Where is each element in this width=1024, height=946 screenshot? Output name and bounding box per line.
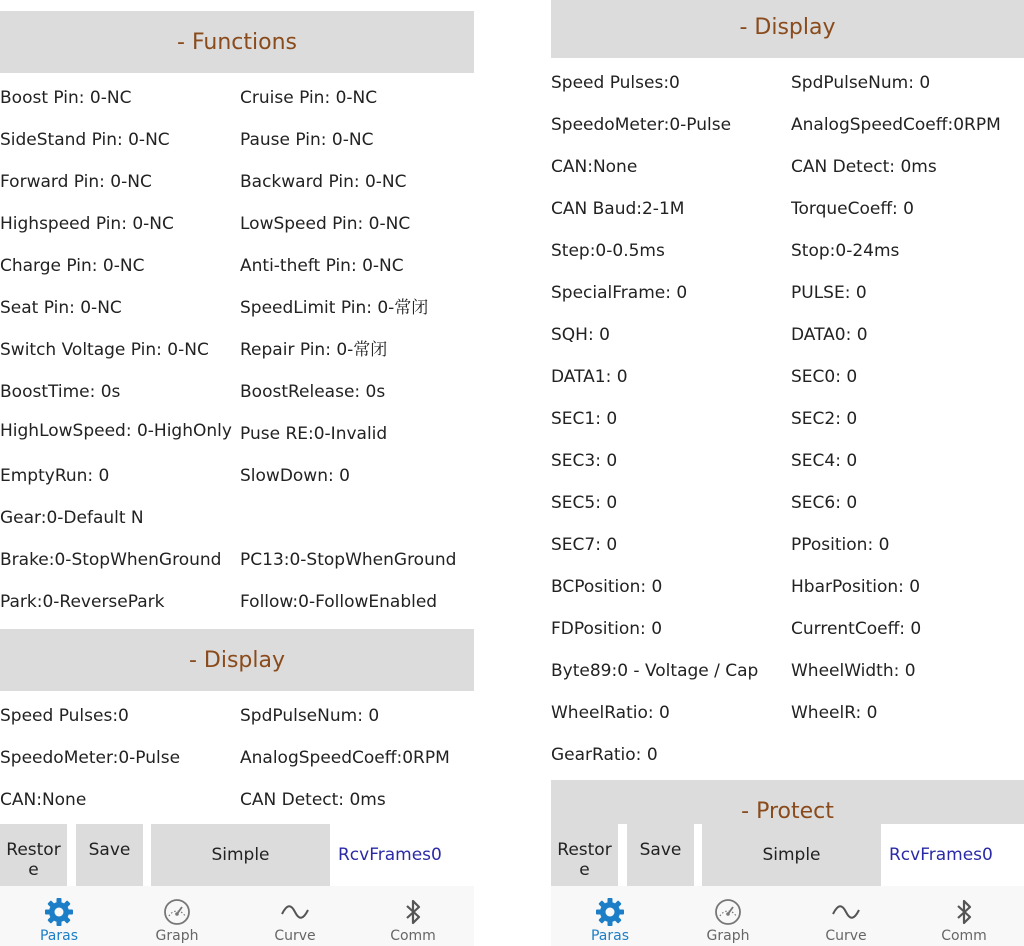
param-field bbox=[240, 497, 473, 539]
param-row bbox=[551, 356, 1024, 398]
bluetooth-icon bbox=[948, 896, 980, 928]
param-field[interactable]: Anti-theft Pin: 0-NC bbox=[240, 256, 404, 276]
param-field[interactable]: SpeedLimit Pin: 0-常闭 bbox=[240, 298, 429, 318]
rcv-frames-counter: RcvFrames0 bbox=[889, 845, 993, 865]
param-row bbox=[0, 371, 474, 413]
action-toolbar bbox=[551, 824, 1024, 886]
param-field[interactable]: DATA1: 0 bbox=[551, 367, 628, 387]
param-field[interactable]: TorqueCoeff: 0 bbox=[791, 199, 915, 219]
restore-button[interactable] bbox=[551, 824, 618, 886]
param-field[interactable]: SQH: 0 bbox=[551, 325, 610, 345]
display-section-header[interactable] bbox=[0, 629, 474, 691]
save-button-label: Save bbox=[88, 840, 131, 860]
param-field[interactable]: Pause Pin: 0-NC bbox=[240, 130, 374, 150]
tab-comm-label: Comm bbox=[941, 928, 987, 944]
simple-button-label: Simple bbox=[211, 845, 270, 865]
param-row bbox=[551, 440, 1024, 482]
param-field[interactable]: BoostTime: 0s bbox=[0, 382, 121, 402]
param-field[interactable]: EmptyRun: 0 bbox=[0, 466, 110, 486]
functions-section-header[interactable] bbox=[0, 11, 474, 73]
save-button[interactable] bbox=[627, 824, 694, 886]
save-button-label: Save bbox=[639, 840, 682, 860]
param-field[interactable]: AnalogSpeedCoeff:0RPM bbox=[240, 748, 450, 768]
param-row bbox=[551, 272, 1024, 314]
param-row bbox=[0, 329, 474, 371]
param-field[interactable]: CurrentCoeff: 0 bbox=[791, 619, 922, 639]
tab-paras[interactable] bbox=[551, 886, 669, 946]
rcv-frames-counter: RcvFrames0 bbox=[338, 845, 442, 865]
param-field[interactable]: Stop:0-24ms bbox=[791, 241, 900, 261]
param-field[interactable]: SEC0: 0 bbox=[791, 367, 858, 387]
param-field[interactable]: SpdPulseNum: 0 bbox=[791, 73, 931, 93]
tab-comm[interactable] bbox=[905, 886, 1023, 946]
param-field[interactable]: SEC6: 0 bbox=[791, 493, 858, 513]
param-row bbox=[551, 482, 1024, 524]
param-field[interactable]: SpdPulseNum: 0 bbox=[240, 706, 380, 726]
param-field[interactable]: SpeedoMeter:0-Pulse bbox=[551, 115, 732, 135]
param-row bbox=[551, 734, 1024, 776]
save-button[interactable] bbox=[76, 824, 143, 886]
param-field[interactable]: SEC1: 0 bbox=[551, 409, 618, 429]
param-field[interactable]: Brake:0-StopWhenGround bbox=[0, 550, 222, 570]
tab-comm-label: Comm bbox=[390, 928, 436, 944]
bottom-tab-bar bbox=[551, 886, 1024, 946]
param-row bbox=[551, 188, 1024, 230]
param-field[interactable]: Repair Pin: 0-常闭 bbox=[240, 340, 388, 360]
param-row bbox=[0, 119, 474, 161]
left-phone-screen bbox=[0, 0, 474, 946]
param-field[interactable]: Forward Pin: 0-NC bbox=[0, 172, 152, 192]
simple-button[interactable] bbox=[151, 824, 330, 886]
param-field[interactable]: BoostRelease: 0s bbox=[240, 382, 386, 402]
simple-button[interactable] bbox=[702, 824, 881, 886]
gear-icon bbox=[594, 896, 626, 928]
gauge-icon bbox=[161, 896, 193, 928]
param-field[interactable]: HighLowSpeed: 0-HighOnly bbox=[0, 421, 232, 441]
restore-button-label: Restore bbox=[557, 840, 612, 880]
param-field[interactable]: CAN Detect: 0ms bbox=[791, 157, 937, 177]
param-row bbox=[0, 77, 474, 119]
param-row bbox=[0, 737, 474, 779]
param-field[interactable]: Step:0-0.5ms bbox=[551, 241, 665, 261]
param-field[interactable]: BCPosition: 0 bbox=[551, 577, 663, 597]
param-field[interactable]: PULSE: 0 bbox=[791, 283, 867, 303]
tab-graph[interactable] bbox=[669, 886, 787, 946]
restore-button[interactable] bbox=[0, 824, 67, 886]
restore-button-label: Restore bbox=[6, 840, 61, 880]
param-field[interactable]: Seat Pin: 0-NC bbox=[0, 298, 122, 318]
param-row bbox=[0, 287, 474, 329]
param-field[interactable]: Boost Pin: 0-NC bbox=[0, 88, 132, 108]
param-row bbox=[0, 161, 474, 203]
tab-graph-label: Graph bbox=[706, 928, 750, 944]
param-field[interactable]: GearRatio: 0 bbox=[551, 745, 658, 765]
param-row bbox=[551, 566, 1024, 608]
param-field[interactable]: Switch Voltage Pin: 0-NC bbox=[0, 340, 209, 360]
param-field[interactable]: Puse RE:0-Invalid bbox=[240, 424, 388, 444]
param-field[interactable]: Byte89:0 - Voltage / Cap bbox=[551, 661, 759, 681]
param-row bbox=[0, 455, 474, 497]
param-field[interactable]: WheelR: 0 bbox=[791, 703, 878, 723]
wave-icon bbox=[830, 896, 862, 928]
param-row bbox=[551, 146, 1024, 188]
tab-paras-label: Paras bbox=[590, 928, 630, 944]
tab-curve[interactable] bbox=[236, 886, 354, 946]
param-field[interactable]: Cruise Pin: 0-NC bbox=[240, 88, 378, 108]
wave-icon bbox=[279, 896, 311, 928]
param-row bbox=[551, 650, 1024, 692]
param-row bbox=[551, 314, 1024, 356]
param-row bbox=[551, 692, 1024, 734]
tab-curve[interactable] bbox=[787, 886, 905, 946]
param-row bbox=[0, 413, 474, 455]
param-row bbox=[0, 695, 474, 737]
param-row bbox=[551, 230, 1024, 272]
param-row bbox=[0, 581, 474, 623]
tab-comm[interactable] bbox=[354, 886, 472, 946]
param-field[interactable]: AnalogSpeedCoeff:0RPM bbox=[791, 115, 1001, 135]
param-field[interactable]: SEC2: 0 bbox=[791, 409, 858, 429]
tab-paras-label: Paras bbox=[39, 928, 79, 944]
gear-icon bbox=[43, 896, 75, 928]
functions-section-title: - Functions bbox=[177, 29, 297, 55]
param-field[interactable]: Speed Pulses:0 bbox=[0, 706, 129, 726]
tab-graph-label: Graph bbox=[155, 928, 199, 944]
action-toolbar bbox=[0, 824, 474, 886]
tab-curve-label: Curve bbox=[825, 928, 867, 944]
param-field[interactable]: SEC4: 0 bbox=[791, 451, 858, 471]
protect-section-title: - Protect bbox=[741, 798, 834, 824]
param-row bbox=[551, 524, 1024, 566]
param-row bbox=[551, 62, 1024, 104]
param-field[interactable]: Charge Pin: 0-NC bbox=[0, 256, 145, 276]
display-section-title: - Display bbox=[739, 14, 836, 40]
param-field[interactable]: SideStand Pin: 0-NC bbox=[0, 130, 170, 150]
param-field[interactable]: SEC5: 0 bbox=[551, 493, 618, 513]
param-field[interactable]: FDPosition: 0 bbox=[551, 619, 663, 639]
param-row bbox=[551, 398, 1024, 440]
display-section-header[interactable] bbox=[551, 0, 1024, 58]
param-field[interactable]: DATA0: 0 bbox=[791, 325, 868, 345]
param-field[interactable]: WheelWidth: 0 bbox=[791, 661, 916, 681]
tab-paras[interactable] bbox=[0, 886, 118, 946]
param-field[interactable]: SEC3: 0 bbox=[551, 451, 618, 471]
param-field[interactable]: CAN Detect: 0ms bbox=[240, 790, 386, 810]
param-row bbox=[0, 497, 474, 539]
param-field[interactable]: Gear:0-Default N bbox=[0, 508, 144, 528]
param-row bbox=[551, 104, 1024, 146]
param-field[interactable]: CAN:None bbox=[551, 157, 638, 177]
param-field[interactable]: PPosition: 0 bbox=[791, 535, 890, 555]
param-field[interactable]: LowSpeed Pin: 0-NC bbox=[240, 214, 411, 234]
bottom-tab-bar bbox=[0, 886, 474, 946]
param-field bbox=[791, 734, 1024, 776]
param-field[interactable]: HbarPosition: 0 bbox=[791, 577, 921, 597]
simple-button-label: Simple bbox=[762, 845, 821, 865]
param-field[interactable]: SlowDown: 0 bbox=[240, 466, 350, 486]
param-field[interactable]: Park:0-ReversePark bbox=[0, 592, 165, 612]
right-phone-screen bbox=[551, 0, 1024, 946]
display-section-title: - Display bbox=[188, 647, 286, 673]
tab-graph[interactable] bbox=[118, 886, 236, 946]
gauge-icon bbox=[712, 896, 744, 928]
param-field[interactable]: CAN:None bbox=[0, 790, 87, 810]
param-row bbox=[0, 539, 474, 581]
param-field[interactable]: CAN Baud:2-1M bbox=[551, 199, 685, 219]
param-field[interactable]: Speed Pulses:0 bbox=[551, 73, 680, 93]
param-field[interactable]: SpecialFrame: 0 bbox=[551, 283, 688, 303]
param-field[interactable]: Follow:0-FollowEnabled bbox=[240, 592, 438, 612]
param-field[interactable]: PC13:0-StopWhenGround bbox=[240, 550, 457, 570]
tab-curve-label: Curve bbox=[274, 928, 316, 944]
param-field[interactable]: SEC7: 0 bbox=[551, 535, 618, 555]
bluetooth-icon bbox=[397, 896, 429, 928]
param-row bbox=[0, 245, 474, 287]
param-field[interactable]: SpeedoMeter:0-Pulse bbox=[0, 748, 181, 768]
param-field[interactable]: Highspeed Pin: 0-NC bbox=[0, 214, 174, 234]
param-row bbox=[0, 203, 474, 245]
param-row bbox=[551, 608, 1024, 650]
param-field[interactable]: Backward Pin: 0-NC bbox=[240, 172, 407, 192]
param-row bbox=[0, 779, 474, 821]
param-field[interactable]: WheelRatio: 0 bbox=[551, 703, 670, 723]
